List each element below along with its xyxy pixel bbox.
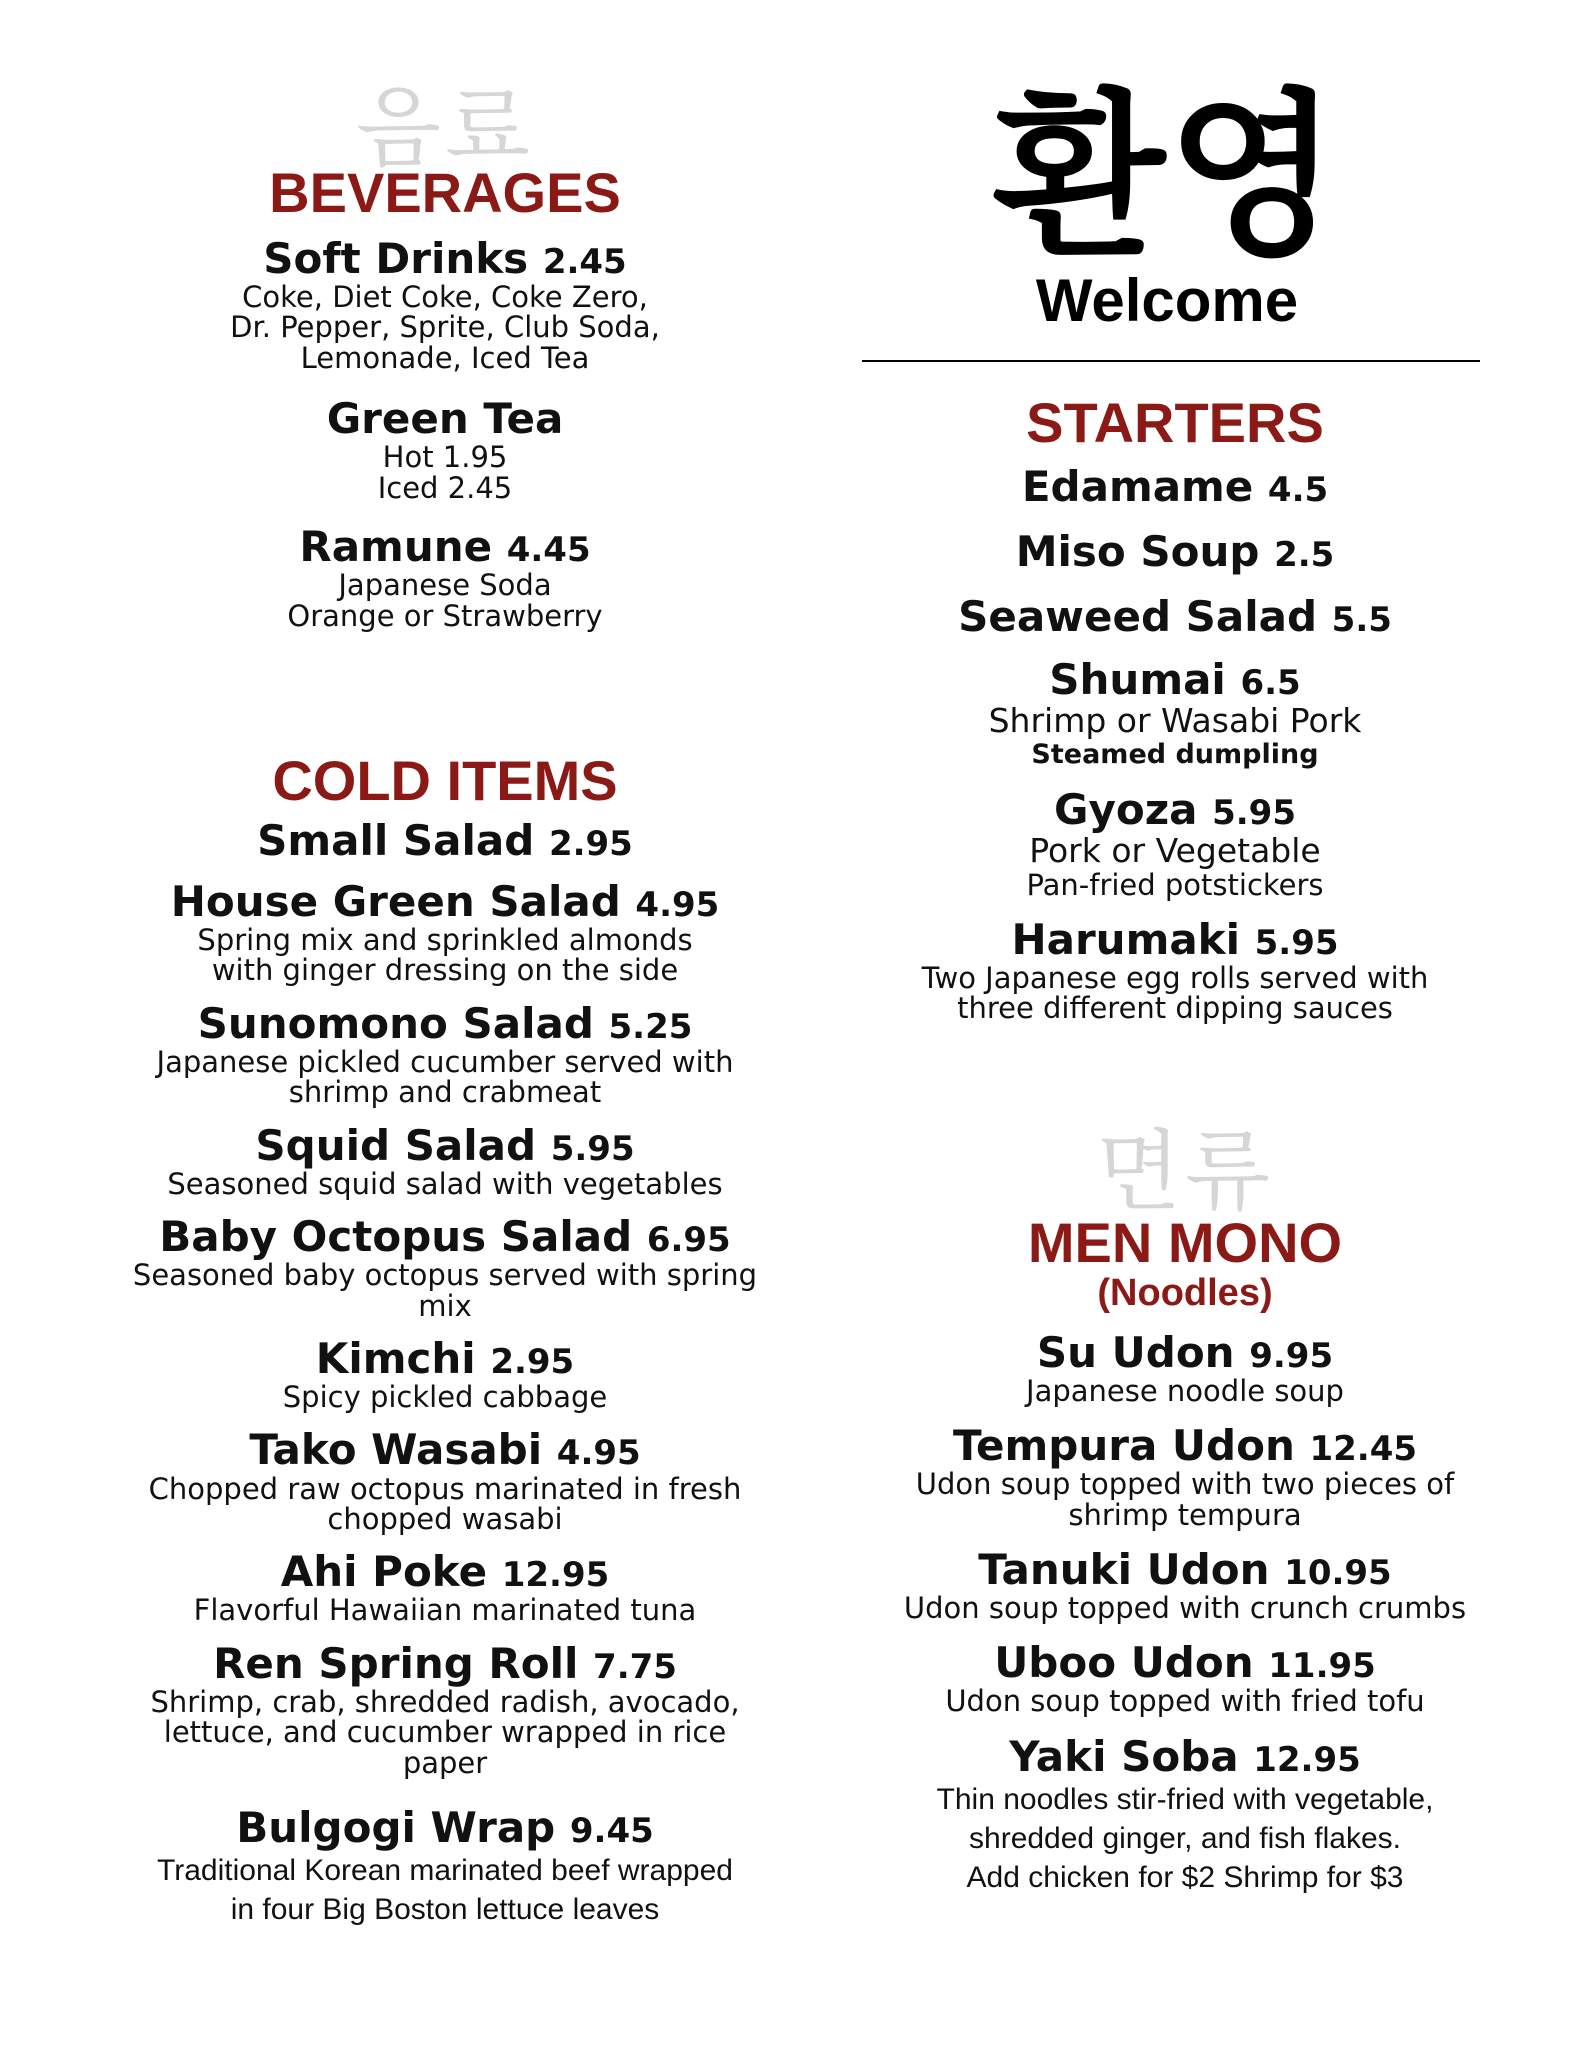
menu-item-house-green-salad [100, 878, 790, 986]
menu-item-ramune [100, 523, 790, 631]
item-desc: Udon soup topped with two pieces of [915, 1467, 1455, 1502]
item-price: 10.95 [1284, 1552, 1392, 1593]
item-price: 12.95 [501, 1555, 610, 1596]
item-desc: three different dipping sauces [957, 991, 1393, 1026]
item-name: House Green Salad [170, 876, 621, 926]
menu-item-bulgogi-wrap [100, 1804, 790, 1929]
item-name: Edamame [1021, 461, 1254, 511]
menu-item-su-udon [880, 1329, 1490, 1406]
header-divider [862, 360, 1480, 362]
item-desc: Seasoned baby octopus served with spring [132, 1258, 758, 1293]
item-desc: mix [418, 1288, 472, 1323]
item-desc: in four Big Boston lettuce leaves [230, 1893, 660, 1927]
item-desc: Japanese pickled cucumber served with [156, 1044, 734, 1079]
item-desc: Japanese Soda [338, 568, 552, 603]
item-desc: paper [402, 1745, 488, 1780]
item-price: 7.75 [593, 1646, 677, 1687]
starters-title: STARTERS [1026, 391, 1324, 454]
men-mono-korean-heading: 면류 [1095, 1120, 1275, 1223]
item-desc: Seasoned squid salad with vegetables [167, 1166, 723, 1201]
item-name: Shumai [1049, 654, 1226, 704]
item-desc: Japanese noodle soup [1026, 1373, 1344, 1408]
item-desc: Chopped raw octopus marinated in fresh [148, 1471, 742, 1506]
item-desc: shrimp and crabmeat [288, 1075, 602, 1110]
item-price: 6.5 [1240, 662, 1301, 703]
menu-item-seaweed-salad [870, 593, 1480, 640]
item-desc: lettuce, and cucumber wrapped in rice [163, 1715, 727, 1750]
item-price: 4.95 [556, 1433, 641, 1474]
item-desc: chopped wasabi [327, 1501, 563, 1536]
item-price: 5.95 [1212, 792, 1296, 833]
men-mono-title: MEN MONO [1027, 1211, 1343, 1274]
item-price: 2.5 [1274, 534, 1335, 575]
menu-item-gyoza [870, 786, 1480, 900]
item-name: Baby Octopus Salad [159, 1212, 633, 1262]
menu-item-baby-octopus-salad [100, 1213, 790, 1321]
menu-item-kimchi [100, 1334, 790, 1415]
item-name: Tempura Udon [952, 1421, 1295, 1471]
item-desc: shredded ginger, and fish flakes. [969, 1821, 1401, 1855]
menu-item-shumai [870, 656, 1480, 770]
item-price: 5.5 [1331, 599, 1392, 640]
item-desc: Spring mix and sprinkled almonds [197, 922, 693, 957]
item-name: Kimchi [315, 1334, 476, 1384]
cold-items-section [100, 749, 790, 1929]
menu-item-miso-soup [870, 528, 1480, 575]
item-desc: Add chicken for $2 Shrimp for $3 [966, 1860, 1404, 1894]
item-price: 9.95 [1249, 1335, 1334, 1376]
item-name: Ramune [299, 522, 493, 572]
item-name: Ahi Poke [280, 1547, 488, 1597]
item-desc: Dr. Pepper, Sprite, Club Soda, [230, 310, 660, 345]
menu-item-edamame [870, 463, 1480, 510]
item-price: 5.25 [608, 1006, 693, 1047]
item-note: Steamed dumpling [1031, 738, 1319, 770]
menu-item-small-salad [100, 817, 790, 864]
item-desc: Pork or Vegetable [1029, 830, 1321, 870]
men-mono-subtitle: (Noodles) [1097, 1271, 1273, 1314]
item-name: Yaki Soba [1009, 1731, 1239, 1781]
item-name: Tanuki Udon [978, 1544, 1270, 1594]
item-desc: Udon soup topped with crunch crumbs [903, 1591, 1467, 1625]
item-price: 4.45 [506, 530, 591, 571]
item-name: Su Udon [1036, 1327, 1235, 1377]
item-price: 12.45 [1309, 1429, 1418, 1470]
beverages-section [100, 76, 790, 633]
menu-item-harumaki [870, 916, 1480, 1024]
item-desc: Spicy pickled cabbage [282, 1380, 608, 1415]
item-name: Bulgogi Wrap [236, 1803, 556, 1853]
menu-item-ahi-poke [100, 1547, 790, 1628]
beverages-korean-heading: 음료 [355, 76, 535, 179]
item-price: 12.95 [1253, 1739, 1361, 1780]
item-desc: Hot 1.95 [382, 440, 508, 475]
men-mono-section [880, 1120, 1490, 1897]
item-price: 2.95 [490, 1342, 575, 1383]
item-name: Gyoza [1053, 784, 1198, 834]
item-desc: Two Japanese egg rolls served with [921, 961, 1429, 996]
item-desc: Shrimp or Wasabi Pork [988, 700, 1362, 740]
beverages-title: BEVERAGES [269, 161, 621, 224]
menu-item-yaki-soba [880, 1733, 1490, 1897]
menu-item-ren-spring-roll [100, 1640, 790, 1778]
item-price: 2.95 [548, 823, 633, 864]
item-desc: Thin noodles stir-fried with vegetable, [936, 1782, 1434, 1816]
item-name: Miso Soup [1015, 526, 1260, 576]
item-desc: Orange or Strawberry [287, 598, 603, 633]
menu-item-tako-wasabi [100, 1426, 790, 1534]
welcome-english: Welcome [1035, 267, 1299, 334]
item-desc: Udon soup topped with fried tofu [945, 1684, 1425, 1719]
starters-section [870, 391, 1480, 1026]
menu-item-soft-drinks [100, 235, 790, 373]
item-desc: Lemonade, Iced Tea [300, 340, 590, 375]
item-name: Sunomono Salad [197, 998, 594, 1048]
item-name: Squid Salad [255, 1120, 537, 1170]
menu-item-uboo-udon [880, 1638, 1490, 1719]
item-name: Uboo Udon [994, 1638, 1254, 1688]
item-note: Pan-fried potstickers [1026, 867, 1324, 902]
welcome-header [862, 73, 1472, 334]
item-desc: Coke, Diet Coke, Coke Zero, [242, 279, 648, 314]
item-desc: Shrimp, crab, shredded radish, avocado, [150, 1684, 740, 1719]
cold-items-title: COLD ITEMS [272, 749, 618, 812]
item-name: Harumaki [1011, 914, 1241, 964]
item-price: 5.95 [550, 1128, 635, 1169]
item-price: 6.95 [646, 1220, 731, 1261]
item-desc: Traditional Korean marinated beef wrapped [157, 1854, 733, 1888]
item-name: Small Salad [257, 815, 535, 865]
item-price: 4.5 [1267, 469, 1329, 510]
menu-item-squid-salad [100, 1122, 790, 1199]
item-name: Green Tea [326, 394, 564, 444]
menu-item-green-tea [100, 395, 790, 503]
item-price: 9.45 [569, 1811, 654, 1852]
item-name: Soft Drinks [263, 233, 529, 283]
menu-item-sunomono-salad [100, 1000, 790, 1108]
item-name: Seaweed Salad [958, 591, 1318, 641]
item-price: 4.95 [635, 884, 720, 925]
item-price: 2.45 [542, 241, 627, 282]
item-name: Ren Spring Roll [213, 1638, 579, 1688]
menu-item-tanuki-udon [880, 1546, 1490, 1623]
menu-item-tempura-udon [880, 1422, 1490, 1530]
item-price: 5.95 [1254, 922, 1339, 963]
item-price: 11.95 [1268, 1646, 1376, 1687]
item-desc: Flavorful Hawaiian marinated tuna [193, 1593, 697, 1628]
item-desc: Iced 2.45 [377, 470, 513, 505]
welcome-korean: 환영 [993, 73, 1341, 280]
item-desc: with ginger dressing on the side [211, 953, 679, 988]
item-desc: shrimp tempura [1068, 1497, 1302, 1532]
item-name: Tako Wasabi [249, 1425, 543, 1475]
